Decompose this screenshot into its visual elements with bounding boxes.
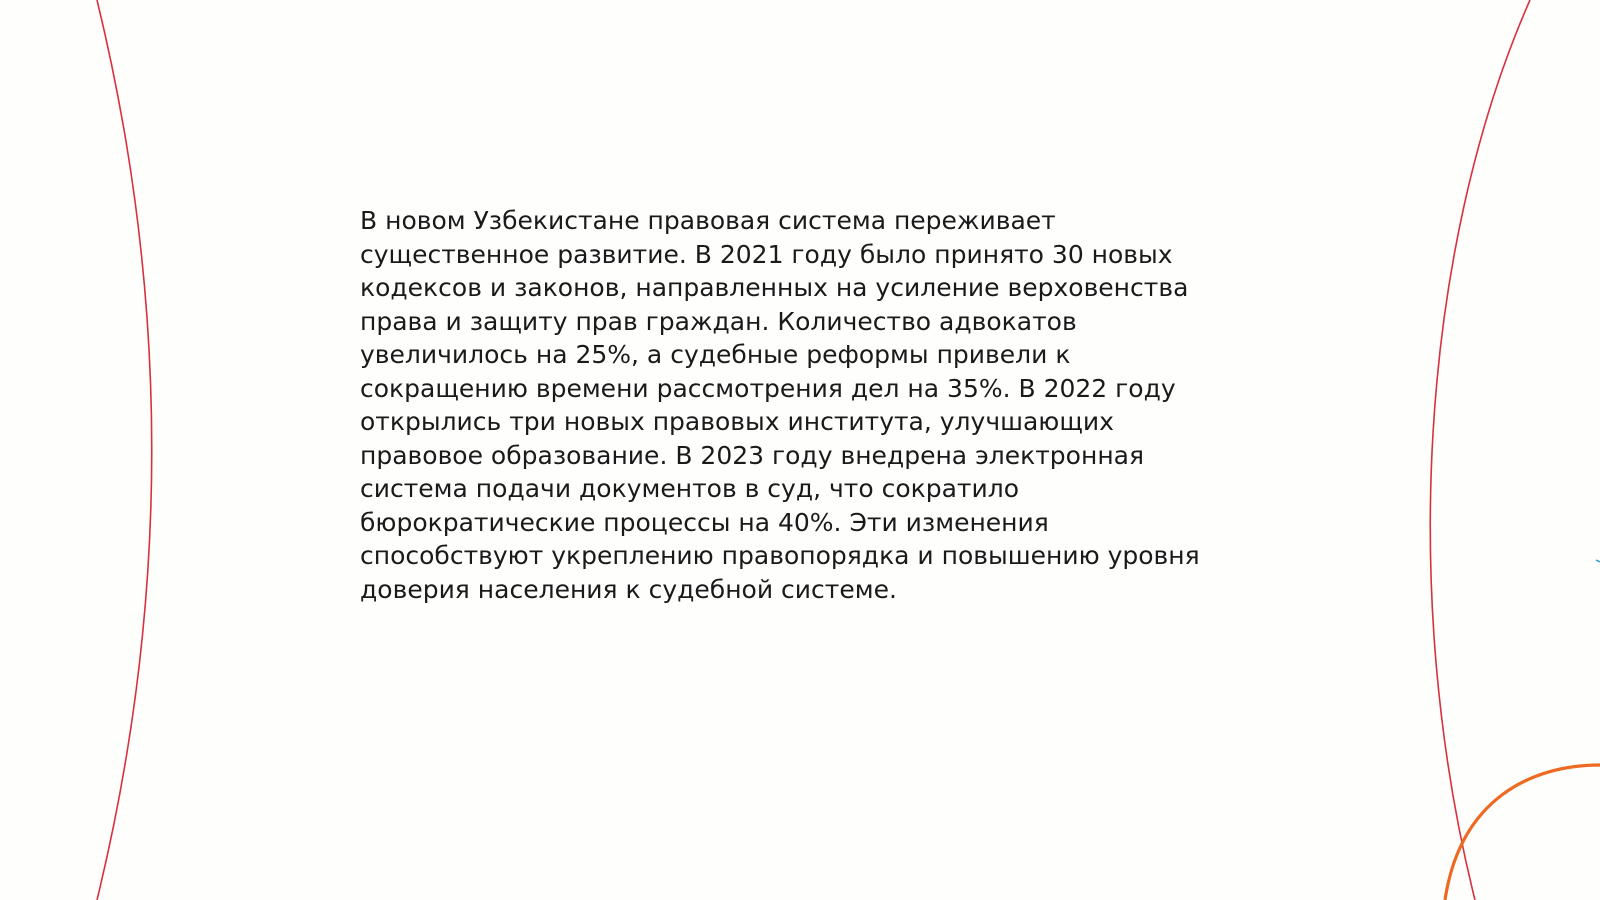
paragraph-line: сокращению времени рассмотрения дел на 35%. В 2022 году: [360, 373, 1176, 403]
paragraph-line: существенное развитие. В 2021 году было принято 30 новых: [360, 239, 1173, 269]
paragraph-line: увеличилось на 25%, а судебные реформы привели к: [360, 340, 1071, 369]
paragraph-line: доверия населения к судебной системе.: [360, 574, 897, 604]
paragraph-line: права и защиту прав граждан. Количество адвокатов: [360, 306, 1077, 336]
paragraph-line: правовое образование. В 2023 году внедрена электронная: [360, 440, 1145, 470]
paragraph-line: В новом Узбекистане правовая система переживает: [360, 206, 1056, 235]
paragraph-line: открылись три новых правовых института, улучшающих: [360, 407, 1114, 436]
paragraph-line: способствуют укреплению правопорядка и повышению уровня: [360, 541, 1200, 570]
body-paragraph: [360, 204, 1260, 606]
blue-accent-mark: [1596, 560, 1600, 562]
right-red-curve: [1430, 0, 1530, 900]
paragraph-line: система подачи документов в суд, что сократило: [360, 474, 1020, 503]
orange-arc: [1445, 765, 1600, 900]
paragraph-line: кодексов и законов, направленных на усиление верховенства: [360, 273, 1189, 302]
paragraph-line: бюрократические процессы на 40%. Эти изменения: [360, 507, 1049, 537]
left-red-curve: [97, 0, 152, 900]
